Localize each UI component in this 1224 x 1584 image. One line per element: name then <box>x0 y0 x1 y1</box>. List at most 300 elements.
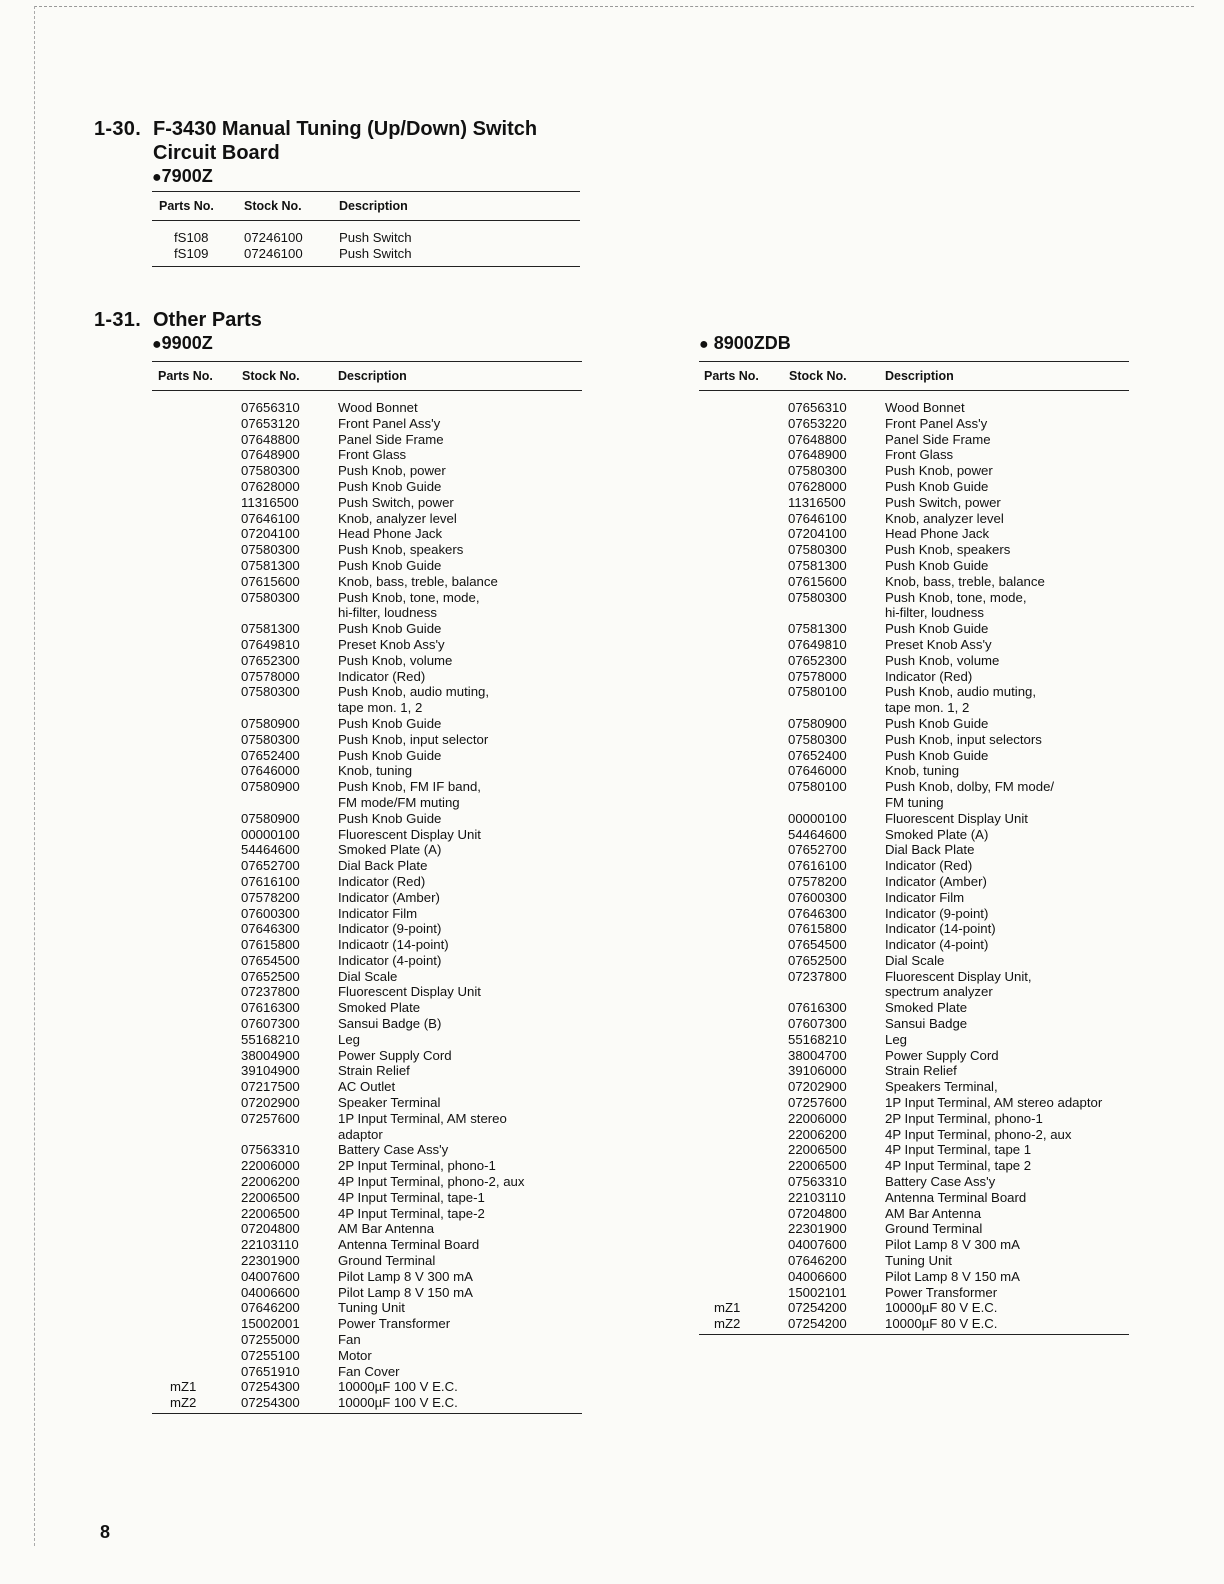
table-row <box>699 1111 1129 1127</box>
description-cell: AM Bar Antenna <box>885 1205 982 1221</box>
table-row <box>699 653 1129 669</box>
table-row <box>699 479 1129 495</box>
description-cell: Push Switch <box>339 245 412 261</box>
table-row <box>699 526 1129 542</box>
description-cell: Leg <box>885 1031 908 1047</box>
stock-no-cell: 07254300 <box>241 1395 300 1411</box>
table-body <box>152 221 580 267</box>
table-row <box>152 748 582 764</box>
description-cell: Pilot Lamp 8 V 150 mA <box>885 1268 1020 1284</box>
table-row <box>699 1221 1129 1237</box>
stock-no-cell: 07204100 <box>241 526 300 542</box>
stock-no-cell: 07607300 <box>788 1016 847 1032</box>
table-row <box>152 669 582 685</box>
table-row <box>152 1127 582 1143</box>
description-cell: Indicaotr (14-point) <box>338 937 449 953</box>
table-row <box>699 1158 1129 1174</box>
header-stock-no: Stock No. <box>242 369 300 383</box>
stock-no-cell: 07648900 <box>241 447 300 463</box>
table-row <box>699 842 1129 858</box>
stock-no-cell: 07648800 <box>241 431 300 447</box>
description-cell: Knob, tuning <box>338 763 413 779</box>
description-cell: Knob, analyzer level <box>885 510 1004 526</box>
table-row <box>699 1285 1129 1301</box>
stock-no-cell: 07581300 <box>788 557 847 573</box>
description-cell: hi-filter, loudness <box>338 605 437 621</box>
description-cell: Antenna Terminal Board <box>338 1237 480 1253</box>
stock-no-cell: 07237800 <box>241 984 300 1000</box>
table-row <box>699 732 1129 748</box>
model-left-name: 9900Z <box>161 333 213 353</box>
table-row <box>152 1221 582 1237</box>
table-row <box>152 1332 582 1348</box>
stock-no-cell: 07237800 <box>788 968 847 984</box>
description-cell: 10000µF 100 V E.C. <box>338 1395 458 1411</box>
description-cell: Sansui Badge <box>885 1016 968 1032</box>
parts-table-9900z <box>152 361 582 1414</box>
table-row <box>699 1048 1129 1064</box>
description-cell: Push Knob Guide <box>338 621 442 637</box>
stock-no-cell: 07563310 <box>788 1174 847 1190</box>
stock-no-cell: 22006000 <box>788 1110 847 1126</box>
description-cell: Fan <box>338 1332 361 1348</box>
stock-no-cell: 07580900 <box>241 810 300 826</box>
stock-no-cell: 22006500 <box>788 1142 847 1158</box>
stock-no-cell: 07616300 <box>241 1000 300 1016</box>
table-row <box>152 432 582 448</box>
description-cell: Front Panel Ass'y <box>885 415 988 431</box>
table-row <box>699 890 1129 906</box>
stock-no-cell: 07615800 <box>788 921 847 937</box>
table-row <box>152 621 582 637</box>
table-row <box>699 416 1129 432</box>
table-row <box>152 246 580 262</box>
bullet-icon: ● <box>152 169 162 186</box>
description-cell: Antenna Terminal Board <box>885 1189 1027 1205</box>
description-cell: Power Transformer <box>338 1316 451 1332</box>
header-parts-no: Parts No. <box>158 369 213 383</box>
description-cell: hi-filter, loudness <box>885 605 984 621</box>
stock-no-cell: 07652300 <box>241 652 300 668</box>
table-row <box>699 969 1129 985</box>
description-cell: Strain Relief <box>338 1063 410 1079</box>
stock-no-cell: 07580300 <box>788 589 847 605</box>
top-border-line <box>34 6 1194 7</box>
stock-no-cell: 07646100 <box>788 510 847 526</box>
stock-no-cell: 39106000 <box>788 1063 847 1079</box>
table-row <box>699 811 1129 827</box>
table-row <box>699 858 1129 874</box>
stock-no-cell: 07628000 <box>241 478 300 494</box>
table-row <box>699 511 1129 527</box>
description-cell: Fan Cover <box>338 1363 400 1379</box>
description-cell: Front Glass <box>885 447 954 463</box>
table-body <box>152 391 582 1414</box>
description-cell: FM tuning <box>885 794 944 810</box>
model-right-name: 8900ZDB <box>713 333 791 353</box>
stock-no-cell: 07254200 <box>788 1300 847 1316</box>
stock-no-cell: 11316500 <box>788 494 846 510</box>
stock-no-cell: 07580900 <box>241 715 300 731</box>
table-header <box>152 361 582 391</box>
stock-no-cell: 07646300 <box>788 905 847 921</box>
table-row <box>699 795 1129 811</box>
stock-no-cell: 07202900 <box>241 1095 300 1111</box>
description-cell: AC Outlet <box>338 1079 396 1095</box>
description-cell: Push Knob, power <box>338 463 446 479</box>
stock-no-cell: 07648900 <box>788 447 847 463</box>
description-cell: Preset Knob Ass'y <box>338 636 445 652</box>
stock-no-cell: 07217500 <box>241 1079 300 1095</box>
stock-no-cell: 07202900 <box>788 1079 847 1095</box>
table-row <box>152 1253 582 1269</box>
table-row <box>152 1395 582 1411</box>
description-cell: Indicator (Amber) <box>885 873 987 889</box>
table-row <box>152 795 582 811</box>
stock-no-cell: 07652500 <box>788 952 847 968</box>
table-header <box>699 361 1129 391</box>
description-cell: Push Knob, audio muting, <box>338 684 490 700</box>
description-cell: Battery Case Ass'y <box>885 1174 996 1190</box>
description-cell: 4P Input Terminal, tape-1 <box>338 1189 485 1205</box>
description-cell: 2P Input Terminal, phono-1 <box>885 1110 1043 1126</box>
table-row <box>152 463 582 479</box>
stock-no-cell: 07581300 <box>788 621 847 637</box>
table-row <box>152 1237 582 1253</box>
description-cell: Indicator (9-point) <box>338 921 442 937</box>
table-row <box>152 1190 582 1206</box>
table-row <box>152 479 582 495</box>
description-cell: Indicator (14-point) <box>885 921 996 937</box>
description-cell: AM Bar Antenna <box>338 1221 435 1237</box>
table-row <box>152 1000 582 1016</box>
description-cell: Head Phone Jack <box>338 526 443 542</box>
section-30-number: 1-30. <box>94 118 142 140</box>
description-cell: Push Knob, speakers <box>338 542 464 558</box>
stock-no-cell: 07656310 <box>241 400 300 415</box>
bullet-icon: ● <box>699 336 709 353</box>
description-cell: Indicator (Red) <box>338 873 426 889</box>
description-cell: Push Knob, input selector <box>338 731 489 747</box>
stock-no-cell: 00000100 <box>241 826 300 842</box>
stock-no-cell: 07646000 <box>241 763 300 779</box>
table-row <box>699 748 1129 764</box>
header-parts-no: Parts No. <box>704 369 759 383</box>
table-row <box>699 621 1129 637</box>
description-cell: Push Knob, audio muting, <box>885 684 1037 700</box>
stock-no-cell: 07580300 <box>241 684 300 700</box>
stock-no-cell: 22006200 <box>241 1174 300 1190</box>
description-cell: Push Knob, input selectors <box>885 731 1042 747</box>
table-row <box>699 921 1129 937</box>
description-cell: Dial Scale <box>885 952 945 968</box>
table-row <box>699 1269 1129 1285</box>
stock-no-cell: 07580300 <box>241 542 300 558</box>
table-row <box>152 1269 582 1285</box>
table-row <box>699 874 1129 890</box>
description-cell: Push Knob, speakers <box>885 542 1011 558</box>
stock-no-cell: 07652700 <box>241 858 300 874</box>
table-row <box>699 1300 1129 1316</box>
section-30-title-line2: Circuit Board <box>153 142 280 164</box>
table-row <box>699 716 1129 732</box>
description-cell: Pilot Lamp 8 V 300 mA <box>338 1268 473 1284</box>
stock-no-cell: 07246100 <box>244 230 303 245</box>
description-cell: Indicator (4-point) <box>885 937 989 953</box>
stock-no-cell: 07580300 <box>788 542 847 558</box>
table-row <box>152 684 582 700</box>
table-row <box>699 763 1129 779</box>
description-cell: Dial Back Plate <box>885 842 975 858</box>
table-row <box>152 1364 582 1380</box>
table-row <box>699 1237 1129 1253</box>
description-cell: Push Knob Guide <box>885 747 989 763</box>
description-cell: adaptor <box>338 1126 383 1142</box>
stock-no-cell: 07600300 <box>241 905 300 921</box>
table-row <box>699 542 1129 558</box>
stock-no-cell: 07651910 <box>241 1363 300 1379</box>
table-row <box>152 779 582 795</box>
section-31-title: Other Parts <box>153 309 262 331</box>
stock-no-cell: 38004900 <box>241 1047 300 1063</box>
stock-no-cell: 07580900 <box>788 715 847 731</box>
stock-no-cell: 22006500 <box>241 1189 300 1205</box>
description-cell: Dial Scale <box>338 968 398 984</box>
description-cell: Fluorescent Display Unit <box>885 810 1028 826</box>
stock-no-cell: 07580300 <box>788 731 847 747</box>
description-cell: Push Knob, volume <box>885 652 1000 668</box>
stock-no-cell: 07652400 <box>241 747 300 763</box>
table-row <box>699 1206 1129 1222</box>
stock-no-cell: 04006600 <box>241 1284 300 1300</box>
description-cell: Push Switch, power <box>338 494 454 510</box>
section-30-model-name: 7900Z <box>161 166 213 186</box>
description-cell: 4P Input Terminal, tape 1 <box>885 1142 1032 1158</box>
table-row <box>152 842 582 858</box>
description-cell: Smoked Plate (A) <box>885 826 989 842</box>
table-row <box>152 811 582 827</box>
stock-no-cell: 04007600 <box>788 1237 847 1253</box>
description-cell: Push Knob Guide <box>885 621 989 637</box>
section-31-model-right <box>699 333 791 354</box>
table-row <box>152 1048 582 1064</box>
stock-no-cell: 22301900 <box>788 1221 847 1237</box>
description-cell: Power Supply Cord <box>885 1047 999 1063</box>
stock-no-cell: 07581300 <box>241 621 300 637</box>
table-row <box>699 400 1129 416</box>
table-row <box>152 653 582 669</box>
description-cell: Strain Relief <box>885 1063 957 1079</box>
table-row <box>152 969 582 985</box>
stock-no-cell: 07578000 <box>788 668 847 684</box>
stock-no-cell: 07580100 <box>788 779 847 795</box>
page-number: 8 <box>100 1522 111 1542</box>
stock-no-cell: 54464600 <box>788 826 847 842</box>
section-31-number: 1-31. <box>94 309 142 331</box>
stock-no-cell: 22006000 <box>241 1158 300 1174</box>
table-row <box>699 1063 1129 1079</box>
table-row <box>152 1079 582 1095</box>
stock-no-cell: 07653120 <box>241 415 300 431</box>
parts-no-cell: fS108 <box>174 230 209 245</box>
table-row <box>699 700 1129 716</box>
stock-no-cell: 07257600 <box>788 1095 847 1111</box>
stock-no-cell: 07580900 <box>241 779 300 795</box>
description-cell: Knob, tuning <box>885 763 960 779</box>
description-cell: Fluorescent Display Unit <box>338 826 481 842</box>
table-row <box>152 558 582 574</box>
stock-no-cell: 07616300 <box>788 1000 847 1016</box>
description-cell: Tuning Unit <box>338 1300 405 1316</box>
description-cell: Indicator (Red) <box>885 668 973 684</box>
stock-no-cell: 07578000 <box>241 668 300 684</box>
table-row <box>152 416 582 432</box>
parts-no-cell: mZ2 <box>714 1316 741 1332</box>
stock-no-cell: 07257600 <box>241 1110 300 1126</box>
description-cell: Knob, bass, treble, balance <box>885 573 1045 589</box>
stock-no-cell: 07649810 <box>788 636 847 652</box>
stock-no-cell: 07580300 <box>241 731 300 747</box>
stock-no-cell: 07204800 <box>241 1221 300 1237</box>
table-row <box>152 447 582 463</box>
description-cell: Battery Case Ass'y <box>338 1142 449 1158</box>
table-row <box>152 1174 582 1190</box>
description-cell: 4P Input Terminal, phono-2, aux <box>338 1174 525 1190</box>
table-row <box>699 558 1129 574</box>
left-border-line <box>34 6 35 1546</box>
description-cell: Push Knob, tone, mode, <box>885 589 1027 605</box>
parts-table-8900zdb <box>699 361 1129 1335</box>
description-cell: Indicator (Red) <box>338 668 426 684</box>
section-30-model <box>152 166 213 187</box>
table-row <box>699 463 1129 479</box>
table-row <box>699 779 1129 795</box>
header-parts-no: Parts No. <box>159 199 214 213</box>
table-row <box>152 937 582 953</box>
stock-no-cell: 07646100 <box>241 510 300 526</box>
table-row <box>152 700 582 716</box>
parts-no-cell: mZ1 <box>714 1300 741 1316</box>
table-row <box>699 937 1129 953</box>
description-cell: Push Knob, power <box>885 463 993 479</box>
description-cell: 1P Input Terminal, AM stereo <box>338 1110 507 1126</box>
table-row <box>699 1032 1129 1048</box>
parts-table-7900z <box>152 191 580 267</box>
table-row <box>152 827 582 843</box>
table-row <box>152 858 582 874</box>
description-cell: Pilot Lamp 8 V 300 mA <box>885 1237 1020 1253</box>
table-row <box>152 1095 582 1111</box>
stock-no-cell: 07654500 <box>788 937 847 953</box>
stock-no-cell: 00000100 <box>788 810 847 826</box>
description-cell: Knob, bass, treble, balance <box>338 573 498 589</box>
table-row <box>152 1316 582 1332</box>
table-row <box>152 1032 582 1048</box>
description-cell: 10000µF 80 V E.C. <box>885 1300 998 1316</box>
description-cell: Smoked Plate <box>885 1000 968 1016</box>
stock-no-cell: 07652300 <box>788 652 847 668</box>
stock-no-cell: 07654500 <box>241 952 300 968</box>
table-row <box>152 542 582 558</box>
stock-no-cell: 07649810 <box>241 636 300 652</box>
table-row <box>152 1348 582 1364</box>
stock-no-cell: 07578200 <box>241 889 300 905</box>
table-row <box>699 1079 1129 1095</box>
description-cell: Tuning Unit <box>885 1253 952 1269</box>
table-row <box>699 574 1129 590</box>
description-cell: Pilot Lamp 8 V 150 mA <box>338 1284 473 1300</box>
header-stock-no: Stock No. <box>789 369 847 383</box>
table-row <box>699 1127 1129 1143</box>
stock-no-cell: 22006200 <box>788 1126 847 1142</box>
stock-no-cell: 07616100 <box>241 873 300 889</box>
stock-no-cell: 54464600 <box>241 842 300 858</box>
stock-no-cell: 07255000 <box>241 1332 300 1348</box>
header-description: Description <box>339 199 408 213</box>
description-cell: Ground Terminal <box>338 1253 436 1269</box>
description-cell: Preset Knob Ass'y <box>885 636 992 652</box>
section-31-model-left <box>152 333 213 354</box>
table-row <box>152 605 582 621</box>
stock-no-cell: 38004700 <box>788 1047 847 1063</box>
table-header <box>152 191 580 221</box>
table-row <box>699 1253 1129 1269</box>
table-row <box>699 1190 1129 1206</box>
table-row <box>152 230 580 246</box>
bullet-icon: ● <box>152 336 162 353</box>
description-cell: Panel Side Frame <box>885 431 991 447</box>
table-row <box>699 1142 1129 1158</box>
stock-no-cell: 07578200 <box>788 873 847 889</box>
table-row <box>152 1285 582 1301</box>
description-cell: 4P Input Terminal, tape 2 <box>885 1158 1032 1174</box>
stock-no-cell: 07652400 <box>788 747 847 763</box>
table-row <box>152 1206 582 1222</box>
stock-no-cell: 07254300 <box>241 1379 300 1395</box>
stock-no-cell: 07580300 <box>241 589 300 605</box>
description-cell: Ground Terminal <box>885 1221 983 1237</box>
stock-no-cell: 07255100 <box>241 1347 300 1363</box>
description-cell: Indicator (4-point) <box>338 952 442 968</box>
description-cell: Speakers Terminal, <box>885 1079 998 1095</box>
section-30-title-line1: F-3430 Manual Tuning (Up/Down) Switch <box>153 118 538 140</box>
description-cell: Dial Back Plate <box>338 858 428 874</box>
description-cell: Push Knob, volume <box>338 652 453 668</box>
stock-no-cell: 07204100 <box>788 526 847 542</box>
description-cell: Indicator (Red) <box>885 858 973 874</box>
header-description: Description <box>885 369 954 383</box>
table-row <box>152 1063 582 1079</box>
stock-no-cell: 07646000 <box>788 763 847 779</box>
description-cell: spectrum analyzer <box>885 984 993 1000</box>
description-cell: tape mon. 1, 2 <box>338 700 423 716</box>
description-cell: Smoked Plate <box>338 1000 421 1016</box>
description-cell: 4P Input Terminal, phono-2, aux <box>885 1126 1072 1142</box>
stock-no-cell: 22103110 <box>241 1237 299 1253</box>
description-cell: 10000µF 100 V E.C. <box>338 1379 458 1395</box>
table-row <box>699 1174 1129 1190</box>
description-cell: Front Glass <box>338 447 407 463</box>
stock-no-cell: 07646200 <box>788 1253 847 1269</box>
table-row <box>699 605 1129 621</box>
table-row <box>152 874 582 890</box>
table-row <box>152 1158 582 1174</box>
stock-no-cell: 07652500 <box>241 968 300 984</box>
table-row <box>699 637 1129 653</box>
description-cell: Push Knob, FM IF band, <box>338 779 481 795</box>
description-cell: Indicator Film <box>338 905 418 921</box>
table-row <box>152 1142 582 1158</box>
